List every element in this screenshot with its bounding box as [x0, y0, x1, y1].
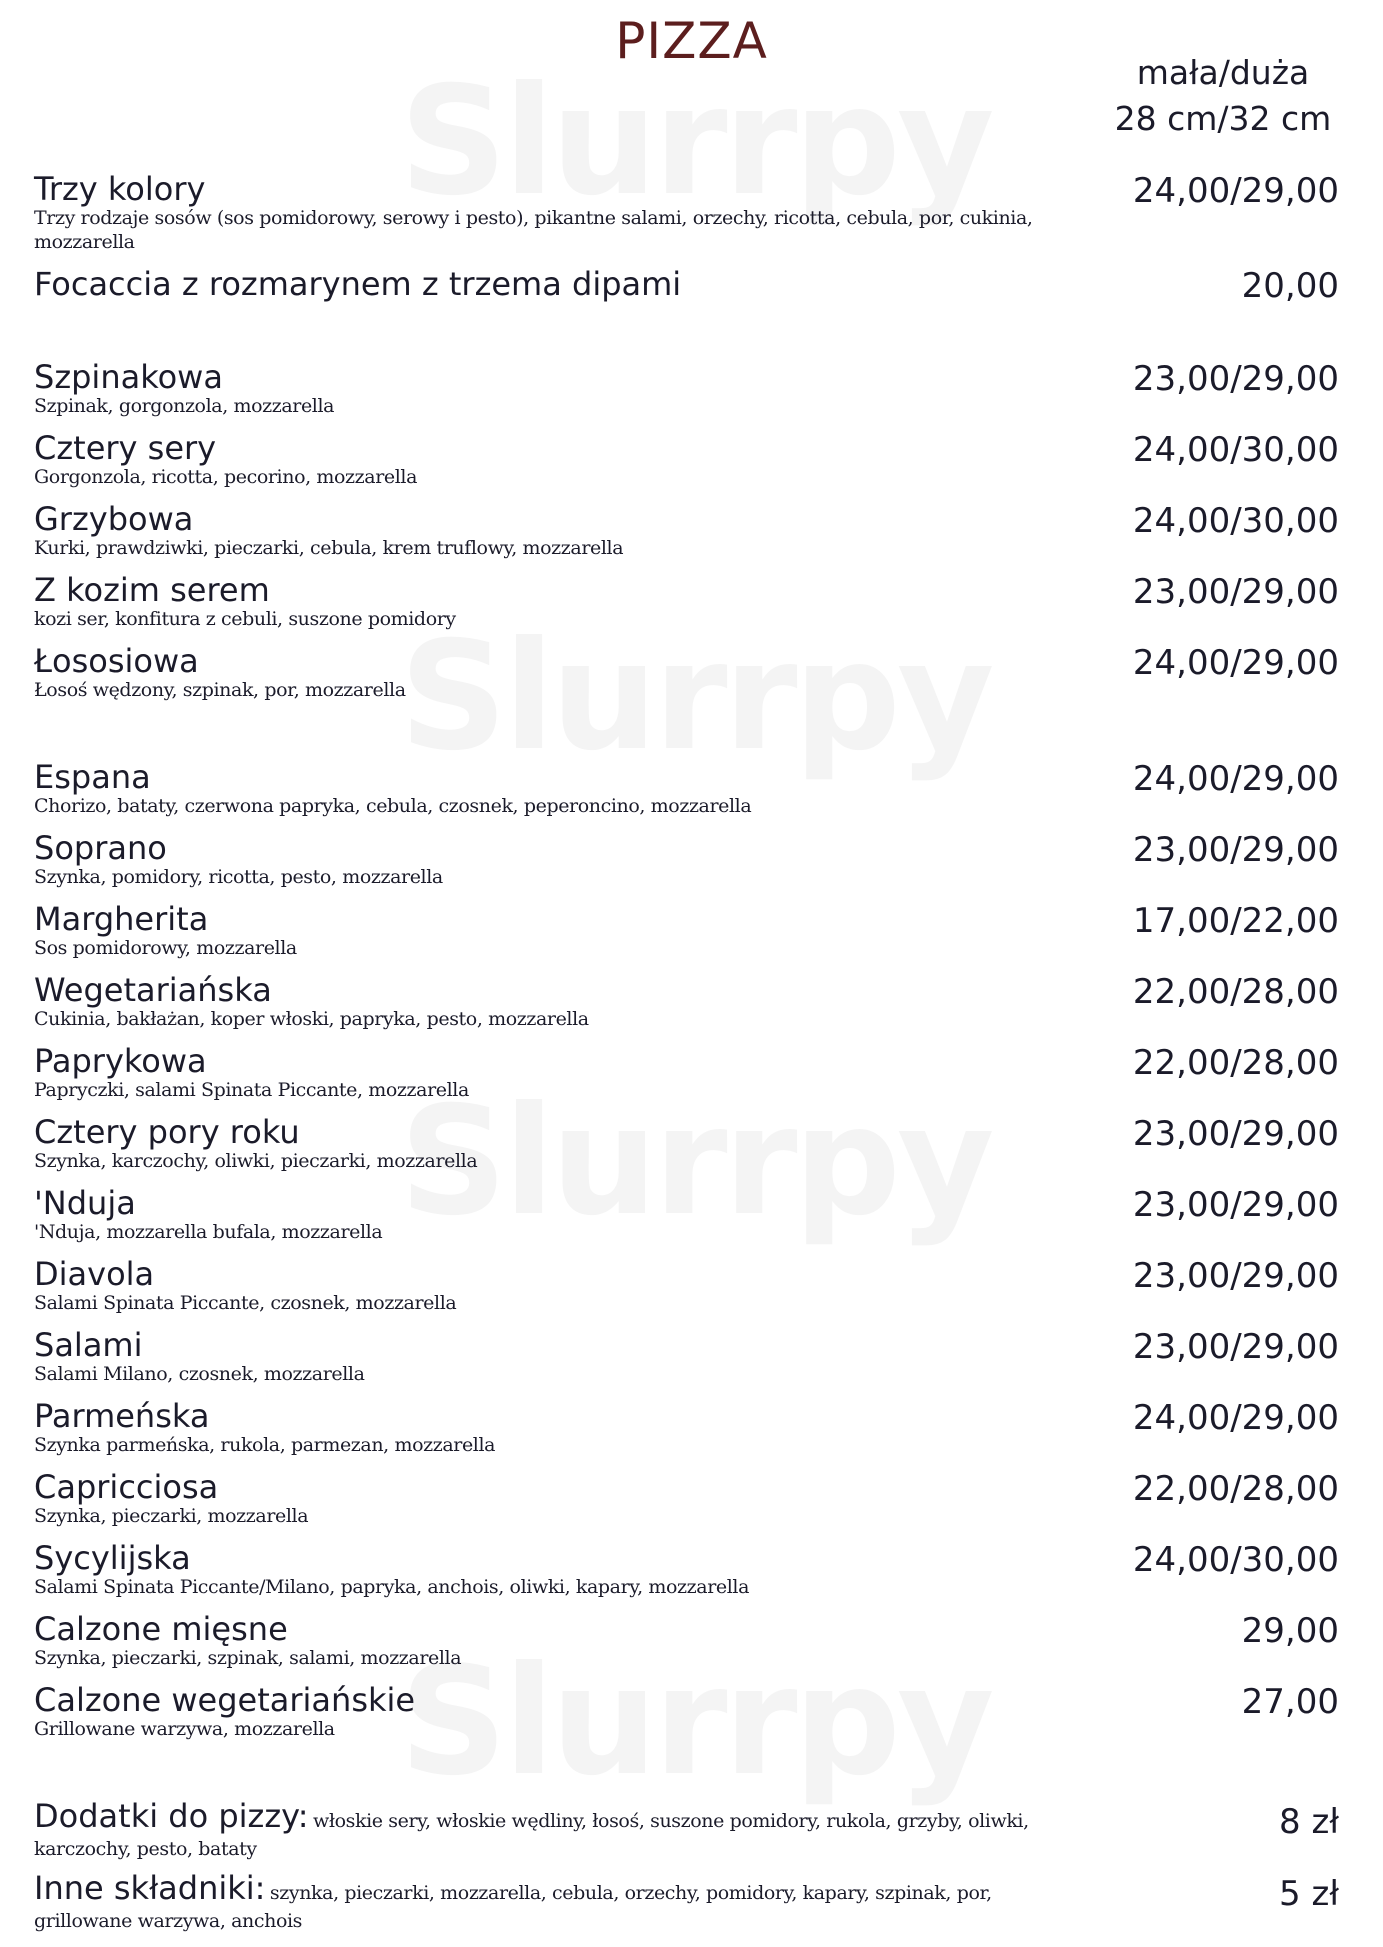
menu-item-description: Szynka parmeńska, rukola, parmezan, mozzarella: [34, 1434, 496, 1456]
menu-item-price: 24,00/29,00: [1132, 643, 1339, 683]
menu-item-description: Szpinak, gorgonzola, mozzarella: [34, 395, 335, 417]
menu-item-price: 27,00: [1241, 1682, 1339, 1722]
menu-item: [34, 573, 1339, 644]
menu-item-price: 20,00: [1241, 266, 1339, 306]
menu-item-description: Grillowane warzywa, mozzarella: [34, 1718, 335, 1740]
menu-item-description: Szynka, pomidory, ricotta, pesto, mozzarella: [34, 866, 443, 888]
menu-item-description: Sos pomidorowy, mozzarella: [34, 937, 297, 959]
menu-item-price: 23,00/29,00: [1132, 572, 1339, 612]
menu-section-group1: [34, 172, 1339, 307]
menu-item: [34, 267, 1339, 307]
menu-item-price: 24,00/29,00: [1132, 1398, 1339, 1438]
size-header: [1093, 50, 1353, 142]
menu-item-name: Grzybowa: [34, 500, 194, 538]
menu-section-group3: [34, 760, 1339, 1754]
menu-item: [34, 1186, 1339, 1257]
extras-item-label: Dodatki do pizzy:: [34, 1797, 309, 1835]
menu-item-name: Espana: [34, 758, 151, 796]
menu-item: [34, 902, 1339, 973]
menu-item-name: Calzone mięsne: [34, 1610, 288, 1648]
menu-item-description: Szynka, karczochy, oliwki, pieczarki, mozzarella: [34, 1150, 478, 1172]
menu-item-name: Trzy kolory: [34, 170, 206, 208]
menu-item-name: Calzone wegetariańskie: [34, 1681, 416, 1719]
menu-item-name: Cztery sery: [34, 429, 217, 467]
menu-item-name: Salami: [34, 1326, 143, 1364]
menu-item-description: Cukinia, bakłażan, koper włoski, papryka, pesto, mozzarella: [34, 1008, 589, 1030]
menu-item-name: Łososiowa: [34, 642, 199, 680]
extras-item-description: włoskie sery, włoskie wędliny, łosoś, suszone pomidory, rukola, grzyby, oliwki, karczochy, pesto, bataty: [34, 1810, 1029, 1860]
menu-item-price: 24,00/29,00: [1132, 171, 1339, 211]
menu-item: [34, 360, 1339, 431]
extras-item-price: 5 zł: [1279, 1874, 1339, 1914]
extras-item: [34, 1797, 1339, 1875]
menu-item-name: Sycylijska: [34, 1539, 191, 1577]
menu-item-price: 24,00/30,00: [1132, 1540, 1339, 1580]
menu-item-price: 22,00/28,00: [1132, 1043, 1339, 1083]
menu-title: PIZZA: [615, 12, 768, 70]
menu-item-name: Margherita: [34, 900, 209, 938]
extras-item-label: Inne składniki:: [34, 1869, 266, 1907]
extras-item: [34, 1869, 1339, 1947]
menu-item-price: 24,00/30,00: [1132, 501, 1339, 541]
menu-item-name: Szpinakowa: [34, 358, 223, 396]
menu-item-price: 22,00/28,00: [1132, 972, 1339, 1012]
menu-item-name: Focaccia z rozmarynem z trzema dipami: [34, 265, 682, 303]
menu-item-price: 23,00/29,00: [1132, 359, 1339, 399]
menu-item-name: Parmeńska: [34, 1397, 210, 1435]
menu-item-description: Gorgonzola, ricotta, pecorino, mozzarella: [34, 466, 417, 488]
menu-item-price: 23,00/29,00: [1132, 1256, 1339, 1296]
size-header-label: mała/duża: [1136, 53, 1310, 92]
menu-item-name: Wegetariańska: [34, 971, 272, 1009]
menu-item: [34, 1541, 1339, 1612]
menu-item-price: 23,00/29,00: [1132, 1185, 1339, 1225]
menu-item-price: 17,00/22,00: [1132, 901, 1339, 941]
menu-item: [34, 1328, 1339, 1399]
menu-item: [34, 1683, 1339, 1754]
menu-item: [34, 644, 1339, 715]
menu-item: [34, 973, 1339, 1044]
menu-item-name: Cztery pory roku: [34, 1113, 300, 1151]
menu-item-price: 22,00/28,00: [1132, 1469, 1339, 1509]
extras-item-price: 8 zł: [1279, 1802, 1339, 1842]
menu-section-group2: [34, 360, 1339, 715]
menu-item: [34, 760, 1339, 831]
menu-item-description: Papryczki, salami Spinata Piccante, mozzarella: [34, 1079, 469, 1101]
menu-item: [34, 172, 1339, 267]
menu-item-description: Salami Milano, czosnek, mozzarella: [34, 1363, 365, 1385]
menu-item: [34, 502, 1339, 573]
menu-item-description: kozi ser, konfitura z cebuli, suszone pomidory: [34, 608, 456, 630]
menu-item-price: 23,00/29,00: [1132, 1327, 1339, 1367]
menu-item-name: Capricciosa: [34, 1468, 219, 1506]
menu-section-extras: [34, 1797, 1339, 1947]
menu-item-description: Szynka, pieczarki, szpinak, salami, mozzarella: [34, 1647, 462, 1669]
menu-item-price: 23,00/29,00: [1132, 830, 1339, 870]
menu-item-description: Łosoś wędzony, szpinak, por, mozzarella: [34, 679, 406, 701]
menu-item-name: Soprano: [34, 829, 167, 867]
menu-item-description: Chorizo, bataty, czerwona papryka, cebula, czosnek, peperoncino, mozzarella: [34, 795, 752, 817]
menu-item: [34, 1115, 1339, 1186]
menu-item-name: Paprykowa: [34, 1042, 207, 1080]
size-header-dimensions: 28 cm/32 cm: [1114, 99, 1332, 138]
menu-item: [34, 1612, 1339, 1683]
menu-item-description: Szynka, pieczarki, mozzarella: [34, 1505, 309, 1527]
menu-item-description: Salami Spinata Piccante, czosnek, mozzarella: [34, 1292, 457, 1314]
menu-item: [34, 431, 1339, 502]
menu-item: [34, 1399, 1339, 1470]
menu-item-price: 24,00/29,00: [1132, 759, 1339, 799]
menu-item: [34, 831, 1339, 902]
menu-item-name: 'Nduja: [34, 1184, 136, 1222]
extras-item-description: szynka, pieczarki, mozzarella, cebula, orzechy, pomidory, kapary, szpinak, por, grillowane warzywa, anchois: [34, 1882, 992, 1932]
menu-item-name: Z kozim serem: [34, 571, 270, 609]
menu-item-name: Diavola: [34, 1255, 155, 1293]
menu-item: [34, 1044, 1339, 1115]
menu-item-price: 23,00/29,00: [1132, 1114, 1339, 1154]
menu-item-description: 'Nduja, mozzarella bufala, mozzarella: [34, 1221, 383, 1243]
menu-item: [34, 1257, 1339, 1328]
menu-item: [34, 1470, 1339, 1541]
menu-item-description: Trzy rodzaje sosów (sos pomidorowy, serowy i pesto), pikantne salami, orzechy, ricotta, cebula, por, cukinia, mozzarella: [34, 207, 1033, 253]
menu-item-description: Kurki, prawdziwki, pieczarki, cebula, krem truflowy, mozzarella: [34, 537, 624, 559]
menu-item-price: 29,00: [1241, 1611, 1339, 1651]
menu-item-description: Salami Spinata Piccante/Milano, papryka, anchois, oliwki, kapary, mozzarella: [34, 1576, 749, 1598]
menu-item-price: 24,00/30,00: [1132, 430, 1339, 470]
